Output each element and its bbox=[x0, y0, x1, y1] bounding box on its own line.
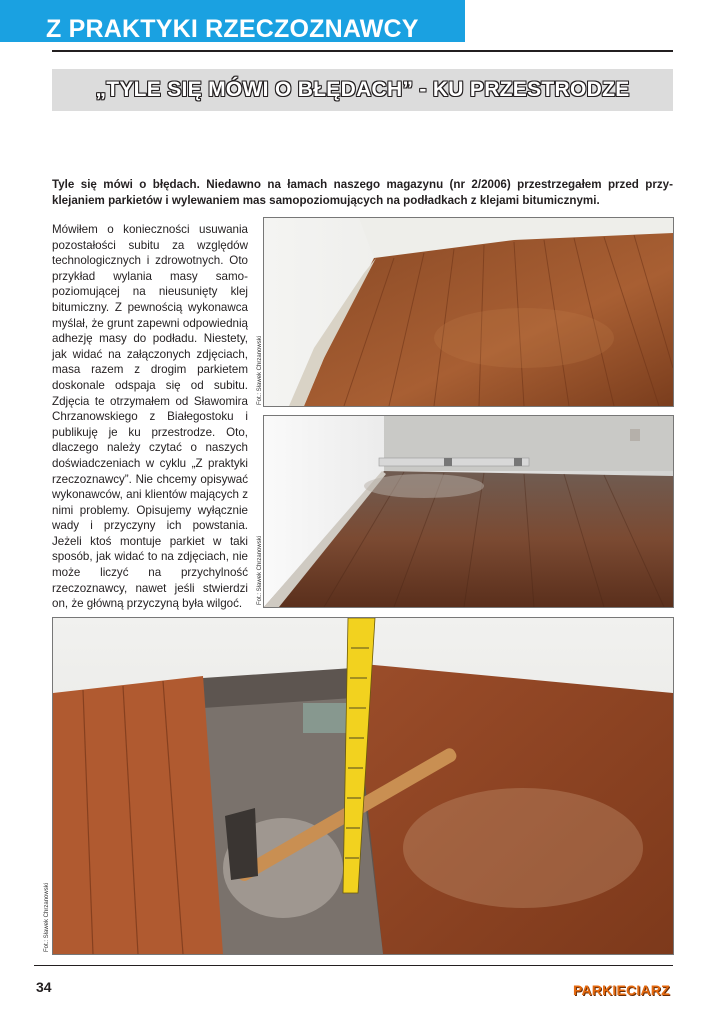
article-lead: Tyle się mówi o błędach. Niedawno na łamach naszego magazynu (nr 2/2006) przestrzegałem przed przyklejaniem parkietów i wylewaniem mas samopoziomujących na podładkach z klejami bitumicznymi. bbox=[52, 178, 673, 207]
photo-credit-2: Fot.: Sławek Chrzanowski bbox=[257, 535, 263, 605]
section-title: Z PRAKTYKI RZECZOZNAWCY bbox=[46, 15, 419, 42]
page-number: 34 bbox=[36, 979, 52, 995]
photo-detached-parquet bbox=[52, 617, 674, 955]
section-banner bbox=[0, 0, 465, 42]
photo-floor-with-level bbox=[263, 415, 674, 608]
article-body: Mówiłem o konieczności usuwania pozostałości subitu za względów technologicznych i zdrowotnych. Oto przykład wylania masy samopoziomującej na nieusunięty klej bitumiczny. Z pewnością wykonawca myślał, że grunt zapewni odpowiednią adhezję masy do podładu. Niestety, jak widać na załączonych zdjęciach, masa razem z drogim parkietem doskonale odspaja się od subitu. Zdjęcia te otrzymałem od Sławomira Chrzanowskiego z Białegostoku i publikuję je ku przestrodze. Oto, dlaczego należy czytać o naszych doświadczeniach w cyklu „Z praktyki rzeczoznawcy”. Nie chcemy opisywać wykonawców, ani klientów mających z nimi problemy. Opisujemy wyłącznie wady i przyczyny ich powstania. Jeżeli ktoś montuje parkiet w taki sposób, jak widać to na zdjęciach, nie może liczyć na przychylność rzeczoznawcy, nawet jeśli stwierdzi on, że główną przyczyną była wilgoć. bbox=[52, 223, 248, 611]
photo-credit-1: Fot.: Sławek Chrzanowski bbox=[257, 335, 263, 405]
bottom-divider bbox=[34, 965, 673, 966]
article-headline: „TYLE SIĘ MÓWI O BŁĘDACH” - KU PRZESTRODZE bbox=[95, 78, 630, 101]
magazine-logo: PARKIECIARZ bbox=[573, 982, 670, 998]
photo-floor-wall-corner bbox=[263, 217, 674, 407]
photo-credit-3: Fot.: Sławek Chrzanowski bbox=[44, 882, 50, 952]
headline-box bbox=[52, 69, 673, 111]
top-divider bbox=[52, 50, 673, 52]
